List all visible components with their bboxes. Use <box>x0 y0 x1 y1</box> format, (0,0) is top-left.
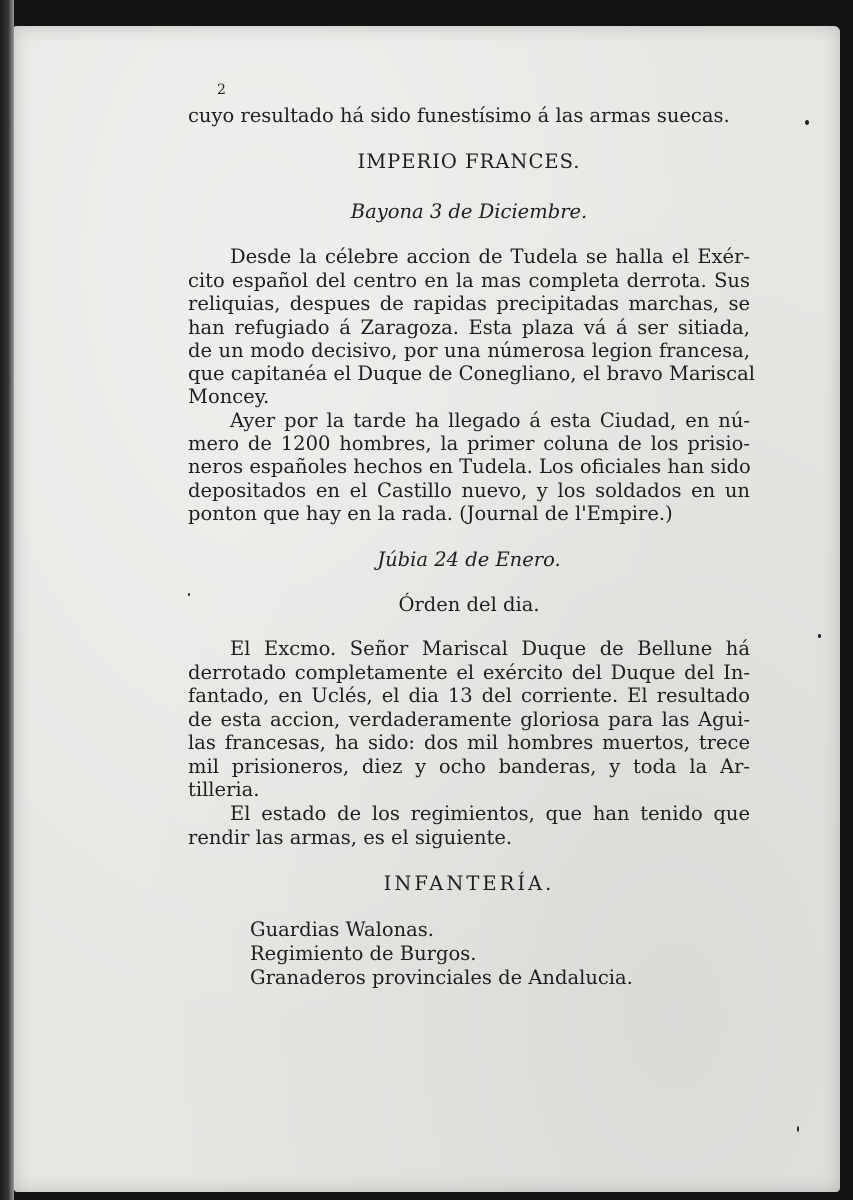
paragraph-line: las francesas, ha sido: dos mil hombres muertos, trece <box>188 731 750 754</box>
paragraph-line: cito español del centro en la mas completa derrota. Sus <box>188 269 750 292</box>
first-line: cuyo resultado há sido funestísimo á las armas suecas. <box>188 104 730 127</box>
paragraph-line: El estado de los regimientos, que han tenido que <box>230 802 750 825</box>
paragraph-line: rendir las armas, es el siguiente. <box>188 826 513 849</box>
regiment-item: Guardias Walonas. <box>250 918 434 941</box>
regiment-item: Granaderos provinciales de Andalucia. <box>250 966 633 989</box>
paragraph-line: El Excmo. Señor Mariscal Duque de Bellune há <box>230 637 750 660</box>
section-heading: IMPERIO FRANCES. <box>357 150 581 173</box>
paragraph-line: mil prisioneros, diez y ocho banderas, y toda la Ar- <box>188 755 750 778</box>
paragraph-line: reliquias, despues de rapidas precipitadas marchas, se <box>188 292 750 315</box>
dateline-bayona: Bayona 3 de Diciembre. <box>350 200 588 223</box>
paragraph-line: Ayer por la tarde ha llegado á esta Ciudad, en nú- <box>230 409 750 432</box>
paragraph-line: depositados en el Castillo nuevo, y los soldados en un <box>188 479 750 502</box>
paragraph-line: de un modo decisivo, por una númerosa legion francesa, <box>188 339 750 362</box>
page-number: 2 <box>217 82 226 98</box>
paragraph-line: mero de 1200 hombres, la primer coluna de los prisio- <box>188 432 750 455</box>
ink-speck <box>805 120 809 125</box>
paragraph-line: que capitanéa el Duque de Conegliano, el bravo Mariscal <box>188 362 755 385</box>
paragraph-line: derrotado completamente el exército del Duque del In- <box>188 661 750 684</box>
ink-speck <box>797 1126 799 1132</box>
order-heading: Órden del dia. <box>398 593 540 616</box>
dateline-jubia: Júbia 24 de Enero. <box>377 548 561 571</box>
paragraph-line: ponton que hay en la rada. (Journal de l'Empire.) <box>188 502 673 525</box>
paragraph-line: tilleria. <box>188 778 260 801</box>
paragraph-line: han refugiado á Zaragoza. Esta plaza vá á ser sitiada, <box>188 316 750 339</box>
paragraph-line: fantado, en Uclés, el dia 13 del corriente. El resultado <box>188 684 750 707</box>
infantry-heading: INFANTERÍA. <box>383 872 555 895</box>
paragraph-line: de esta accion, verdaderamente gloriosa para las Agui- <box>188 708 750 731</box>
paragraph-line: Desde la célebre accion de Tudela se halla el Exér- <box>230 245 750 268</box>
paragraph-line: Moncey. <box>188 385 270 408</box>
ink-speck <box>818 634 821 638</box>
paragraph-line: neros españoles hechos en Tudela. Los oficiales han sido <box>188 455 751 478</box>
ink-speck <box>188 593 190 596</box>
regiment-item: Regimiento de Burgos. <box>250 942 477 965</box>
